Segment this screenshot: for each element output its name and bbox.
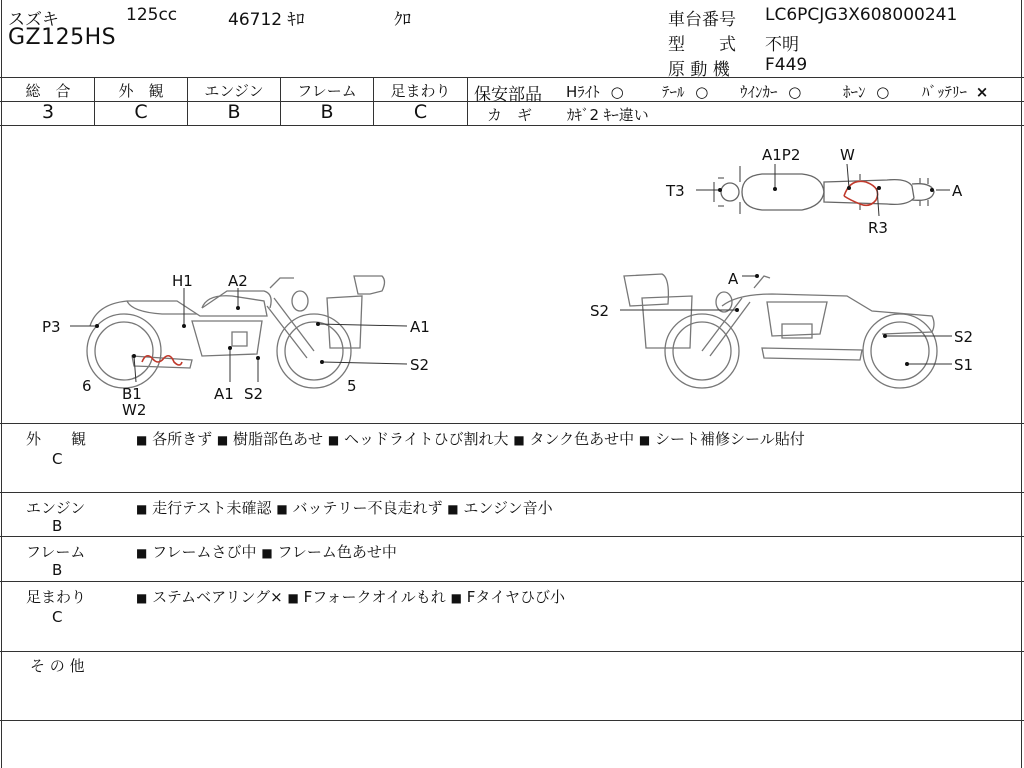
safety-battery-mark: × [975,83,989,101]
key-label: カ ギ [487,106,533,124]
remark-engine-grade: B [52,517,63,535]
model-name: GZ125HS [8,25,117,50]
bullet: ■ [136,546,148,560]
engine-label: 原 動 機 [668,60,730,80]
bullet: ■ [136,502,148,516]
label-left-s2-front: S2 [410,356,430,374]
line-diagram-bottom [0,423,1024,424]
score-suspension: C [413,101,428,123]
label-right-s1: S1 [954,356,974,374]
type-value: 不明 [765,35,799,55]
safety-label: 保安部品 [474,85,542,105]
bullet: ■ [447,502,459,516]
frame-no: LC6PCJG3X608000241 [765,5,958,25]
color: ｸﾛ [394,10,411,30]
remark-other-label: そ の 他 [30,657,85,675]
label-right-a: A [728,270,739,288]
label-left-p3: P3 [42,318,61,336]
bullet: ■ [327,433,340,447]
remark-frame-label: フレーム [26,543,86,561]
bike-right-view [624,274,937,388]
bullet: ■ [261,546,273,560]
remark-engine-label: エンジン [26,499,86,517]
damage-diagram [2,126,1022,422]
remark-item: ステムベアリング× [152,588,283,606]
safety-headlight-label: Hﾗｲﾄ [566,83,600,101]
label-top-r3: R3 [868,219,888,237]
label-left-h1: H1 [172,272,193,290]
line-remark-1 [0,492,1024,493]
score-header-exterior: 外 観 [118,82,164,100]
bullet: ■ [513,433,525,447]
remark-item: フレームさび中 [152,543,257,561]
label-left-b1: B1 [122,385,142,403]
label-top-w: W [840,146,855,164]
label-top-a1p2: A1P2 [762,146,801,164]
safety-horn [843,81,889,102]
label-top-t3: T3 [666,182,685,200]
remark-item: Fフォークオイルもれ [303,588,446,606]
line-remark-3 [0,581,1024,582]
score-header-suspension: 足まわり [390,82,451,100]
safety-tail-mark: ○ [695,83,709,101]
line-remark-4 [0,651,1024,652]
label-top-a: A [952,182,963,200]
score-header-frame: フレーム [297,82,357,100]
remark-item: 走行テスト未確認 [152,499,272,517]
remark-exterior-items [136,428,805,449]
remark-item: 樹脂部色あせ [233,430,324,448]
label-right-s2-right: S2 [954,328,974,346]
safety-tail [662,81,708,102]
frame-no-label: 車台番号 [668,10,736,30]
remark-item: エンジン音小 [463,499,553,517]
type-label: 型 式 [668,35,736,55]
bullet: ■ [216,433,229,447]
safety-winker-mark: ○ [788,83,802,101]
bike-top-view [714,166,934,214]
marker-dots [95,186,934,366]
remark-item: タンク色あせ中 [529,430,635,448]
remark-item: フレーム色あせ中 [277,543,397,561]
safety-winker-label: ｳｲﾝｶｰ [740,83,778,101]
bullet: ■ [136,591,148,605]
bullet: ■ [136,433,148,447]
score-header-engine: エンジン [204,82,264,100]
score-engine: B [227,101,241,123]
remark-suspension-label: 足まわり [26,588,87,606]
safety-tail-label: ﾃｰﾙ [662,83,685,101]
mileage: 46712 ｷﾛ [228,10,305,30]
safety-winker [740,81,801,102]
label-left-5: 5 [347,377,357,395]
safety-battery [922,81,988,102]
label-left-a1-bottom: A1 [214,385,234,403]
remark-suspension-grade: C [52,608,63,626]
bullet: ■ [287,591,299,605]
remark-item: ヘッドライトひび割れ大 [343,430,509,448]
displacement: 125cc [126,5,178,25]
remark-item: バッテリー不良走れず [292,499,443,517]
score-div-5 [467,77,468,125]
score-exterior: C [134,101,148,123]
remark-suspension-items [136,586,565,607]
line-remark-5 [0,720,1024,721]
remark-item: 各所きず [152,430,213,448]
label-left-s2-bottom: S2 [244,385,264,403]
safety-horn-label: ﾎｰﾝ [843,83,866,101]
remark-item: Fタイヤひび小 [466,588,566,606]
remark-exterior-label: 外 観 [26,430,87,448]
remark-frame-grade: B [52,561,63,579]
remark-item: シート補修シール貼付 [655,430,805,448]
line-header [0,77,1024,78]
key-value: ｶｷﾞ2 ｷｰ違い [567,106,649,124]
score-header-overall: 総 合 [25,82,71,100]
safety-headlight-mark: ○ [610,83,624,101]
safety-horn-mark: ○ [876,83,890,101]
remark-exterior-grade: C [52,450,63,468]
remark-engine-items [136,497,553,518]
label-left-w2: W2 [122,401,147,419]
label-left-a1-front: A1 [410,318,430,336]
bullet: ■ [276,502,288,516]
label-left-6: 6 [82,377,92,395]
score-overall: 3 [41,101,55,123]
bullet: ■ [450,591,462,605]
label-right-s2-left: S2 [590,302,610,320]
bullet: ■ [638,433,651,447]
safety-battery-label: ﾊﾞｯﾃﾘｰ [922,83,968,101]
score-frame: B [320,101,334,123]
line-remark-2 [0,536,1024,537]
bike-left-view [87,276,385,388]
remark-frame-items [136,541,397,562]
label-left-a2: A2 [228,272,248,290]
engine-value: F449 [765,55,808,75]
safety-headlight [566,81,624,102]
maker: スズキ [8,10,59,30]
